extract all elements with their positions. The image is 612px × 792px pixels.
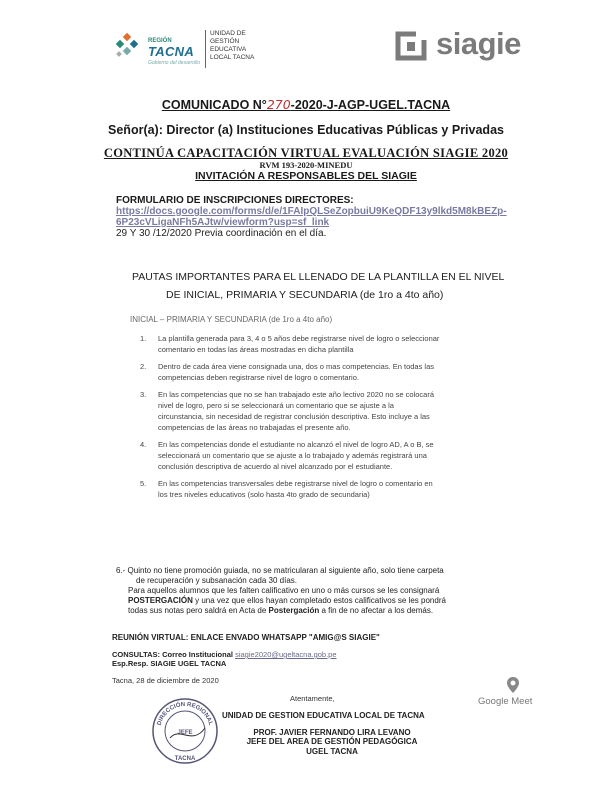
- document-date: Tacna, 28 de diciembre de 2020: [112, 676, 219, 685]
- communique-number: 270: [266, 97, 291, 112]
- seal-mid-text: JEFE: [177, 730, 193, 736]
- postergacion-bold: POSTERGACIÓN: [128, 596, 193, 605]
- closing-text: Atentamente,: [290, 694, 335, 703]
- region-label: REGIÓN: [148, 38, 172, 44]
- virtual-meeting-note: REUNIÓN VIRTUAL: ENLACE ENVADO WHATSAPP "AMIG@S SIAGIE": [112, 633, 380, 642]
- signature-unit: UNIDAD DE GESTION EDUCATIVA LOCAL DE TACNA: [222, 711, 425, 720]
- list-item: 4. En las competencias donde el estudiante no alcanzó el nivel de logro AD, A o B, se seleccionará un comentario que se ajuste a lo trabajado y además registrará una conclusión descriptiva de acuerdo al nivel alcanzado por el estudiante.: [140, 440, 434, 471]
- unit-name: UNIDAD DE GESTIÓN EDUCATIVA LOCAL TACNA: [210, 30, 255, 61]
- rvm-reference: RVM 193-2020-MINEDU: [259, 160, 353, 170]
- logo-divider: [205, 30, 206, 68]
- tacna-diamond-icon: [114, 32, 142, 60]
- subtitle: CONTINÚA CAPACITACIÓN VIRTUAL EVALUACIÓN SIAGIE 2020: [103, 146, 509, 160]
- region-slogan: Gobierno del desarrollo: [148, 60, 200, 66]
- form-section: [116, 195, 556, 239]
- pautas-subheading: INICIAL – PRIMARIA Y SECUNDARIA (de 1ro a 4to año): [130, 315, 333, 324]
- signature-name: PROF. JAVIER FERNANDO LIRA LEVANO: [253, 727, 411, 737]
- map-pin-icon: [506, 676, 520, 694]
- seal-bottom-text: TACNA: [174, 756, 196, 762]
- contact-info: CONSULTAS: Correo Institucional siagie2020@ugeltacna.gob.pe Esp.Resp. SIAGIE UGEL TACNA: [112, 650, 337, 668]
- signature-role: JEFE DEL AREA DE GESTIÓN PEDAGÓGICA: [246, 737, 418, 746]
- communique-title: COMUNICADO N°270-2020-J-AGP-UGEL.TACNA: [161, 97, 451, 112]
- svg-text:DIRECCIÓN REGIONAL: [157, 700, 214, 726]
- pautas-list: [140, 333, 440, 506]
- form-note: 29 Y 30 /12/2020 Previa coordinación en el día.: [116, 228, 327, 239]
- list-item: 3. En las competencias que no se han trabajado este año lectivo 2020 no se colocará nivel de logro, pero si se seleccionará un comentario que se ajuste a la circunstancia, sin necesidad de registrar conclusión descriptiva. Esto incluye a las competencias de las áreas no trabajadas el presente año.: [140, 390, 435, 432]
- signature-block: [222, 711, 442, 756]
- item-six: 6.- Quinto no tiene promoción guiada, no se matricularan al siguiente año, solo tiene carpeta de recuperación y subsanación cada 30 días. Para aquellos alumnos que les falten calificativo en uno o más cursos se les consignará POSTERGACIÓN y una vez que ellos hayan completado estos calificativos se les pondrá todas sus notas pero saldrá en Acta de Postergación a fin de no afectar a los demás.: [116, 566, 446, 615]
- invitation-heading: INVITACIÓN A RESPONSABLES DEL SIAGIE: [195, 170, 417, 182]
- form-link[interactable]: https://docs.google.com/forms/d/e/1FAIpQLSeZopbuiU9KeQDF13y9lkd5M8kBEZp- 6P23cVLigaNFh5AJtw/viewform?usp=sf_link: [116, 206, 507, 228]
- official-seal: [150, 696, 220, 766]
- google-meet-logo: Google Meet: [478, 676, 548, 712]
- siagie-bracket-icon: [394, 30, 430, 62]
- form-heading: FORMULARIO DE INSCRIPCIONES DIRECTORES:: [116, 195, 354, 206]
- signature-org: UGEL TACNA: [306, 746, 358, 756]
- siagie-logo: [394, 26, 554, 66]
- pautas-heading: PAUTAS IMPORTANTES PARA EL LLENADO DE LA PLANTILLA EN EL NIVEL DE INICIAL, PRIMARIA Y SECUNDARIA (de 1ro a 4to año): [132, 271, 505, 301]
- tacna-wordmark: TACNA: [148, 44, 195, 59]
- ugel-tacna-logo: [108, 24, 268, 72]
- list-item: 5. En las competencias transversales debe registrarse nivel de logro o comentario en los tres niveles educativos (solo hasta 4to grado de secundaria): [140, 479, 433, 499]
- contact-email[interactable]: siagie2020@ugeltacna.gob.pe: [235, 650, 337, 659]
- list-item: 2. Dentro de cada área viene consignada una, dos o mas competencias. En todas las competencias deben registrarse nivel de logro o comentario.: [140, 362, 435, 382]
- siagie-wordmark: siagie: [436, 26, 521, 61]
- list-item: 1. La plantilla generada para 3, 4 o 5 años debe registrarse nivel de logro o seleccionar comentario en todas las áreas mostradas en dicha plantilla: [140, 334, 440, 354]
- seal-top-text: DIRECCIÓN REGIONAL: [156, 701, 214, 727]
- recipient-line: Señor(a): Director (a) Instituciones Educativas Públicas y Privadas: [108, 123, 504, 137]
